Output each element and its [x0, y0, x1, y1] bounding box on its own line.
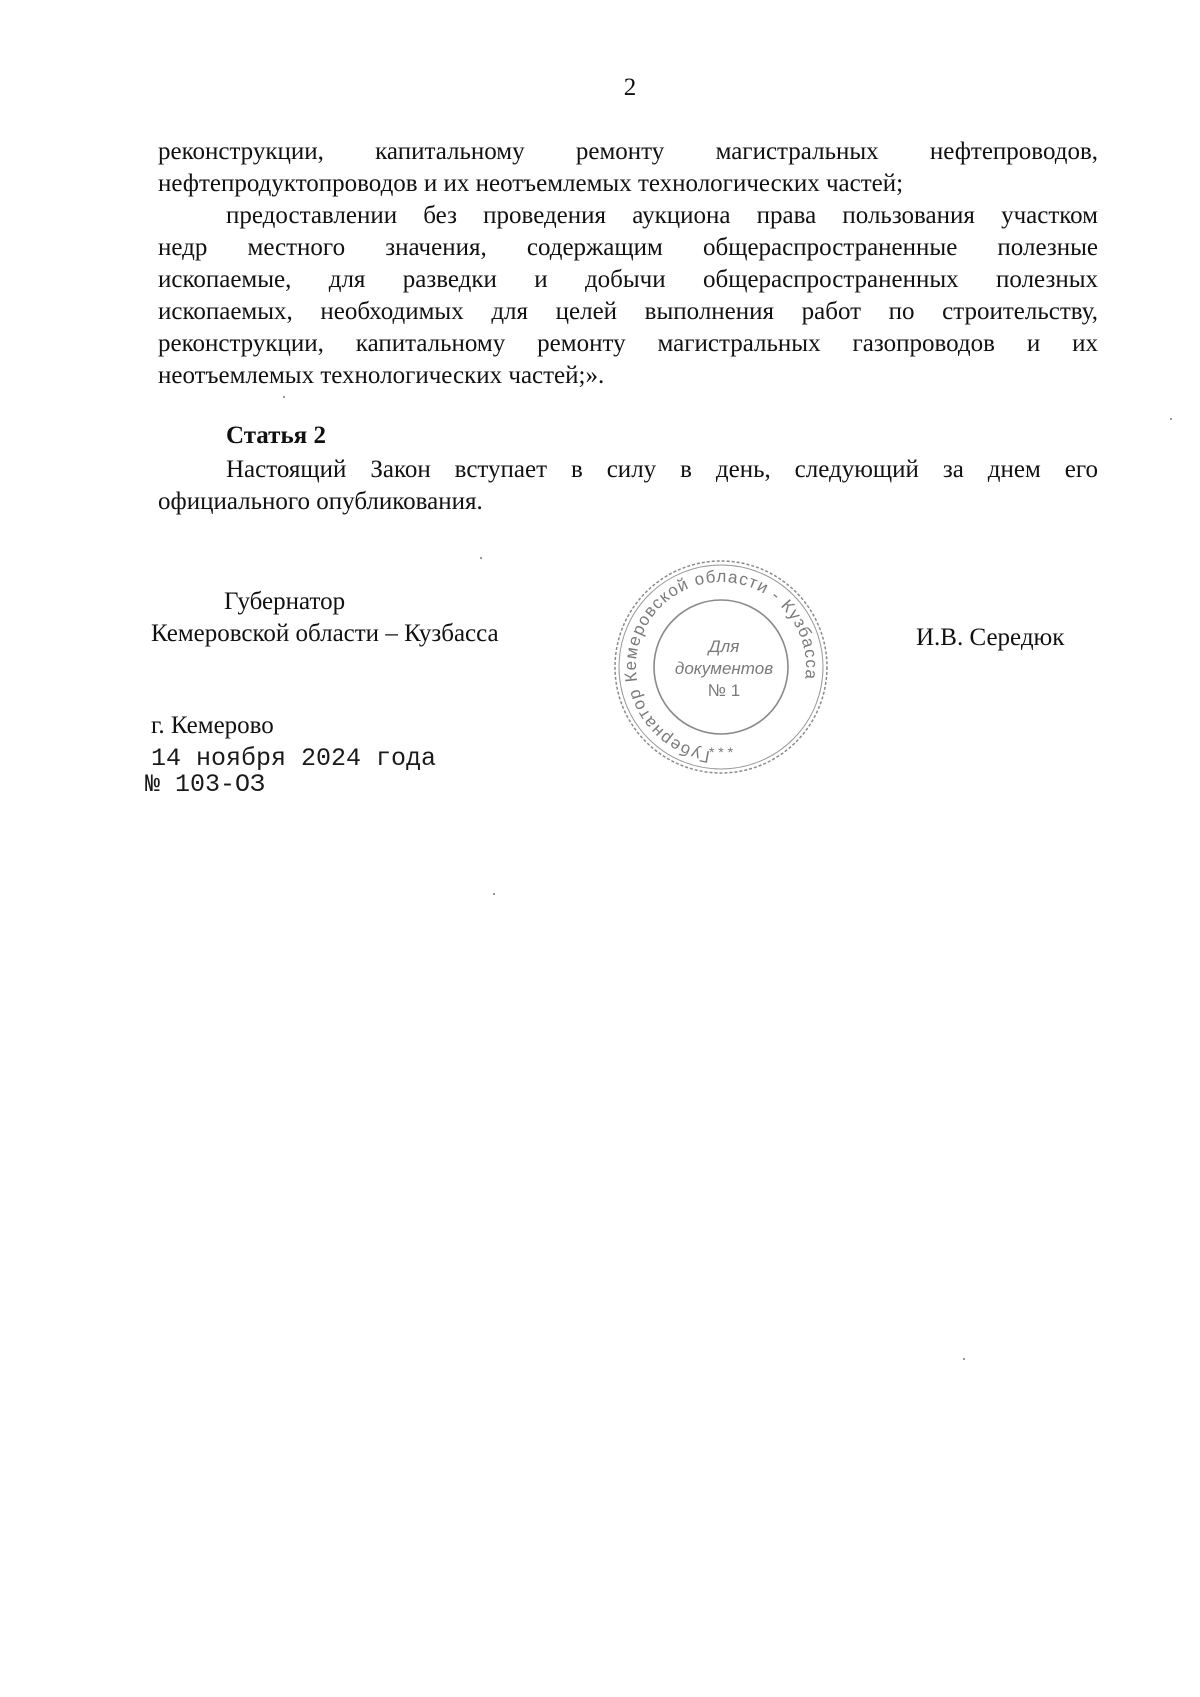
paragraph-2-line-6: неотъемлемых технологических частей;».: [158, 362, 605, 389]
scan-speck: [480, 557, 482, 559]
law-number: № 103-ОЗ: [145, 770, 266, 799]
paragraph-2-line-2: недр местного значения, содержащим общераспространенные полезные: [158, 234, 1098, 261]
paragraph-2: [158, 200, 1098, 360]
paragraph-2-end: [158, 360, 1098, 392]
seal-stars: * * *: [708, 744, 734, 760]
signatory-position-line-1: Губернатор: [224, 588, 346, 615]
paragraph-1-cont: [158, 168, 1098, 200]
article-2-line-1: Настоящий Закон вступает в силу в день, следующий за днем его: [226, 456, 1098, 483]
seal-ring-text: Губернатор Кемеровской области - Кузбасса: [620, 566, 822, 767]
scan-speck: [283, 396, 285, 398]
signatory-position-line-2: Кемеровской области – Кузбасса: [151, 620, 499, 647]
article-2-text-end: [158, 486, 1098, 518]
adoption-date: 14 ноября 2024 года: [151, 744, 437, 773]
seal-center-line-1: Для: [708, 637, 740, 656]
seal-center-line-2: документов: [674, 659, 774, 678]
paragraph-1-line-1: реконструкции, капитальному ремонту магистральных нефтепроводов,: [158, 138, 1098, 165]
paragraph-2-line-1: предоставлении без проведения аукциона права пользования участком: [226, 202, 1098, 229]
place-city: г. Кемерово: [151, 712, 274, 739]
paragraph-1-line-2: нефтепродуктопроводов и их неотъемлемых технологических частей;: [158, 170, 904, 197]
paragraph-2-line-3: ископаемые, для разведки и добычи общераспространенных полезных: [158, 266, 1098, 293]
seal-center-line-3: № 1: [707, 681, 741, 700]
paragraph-2-line-5: реконструкции, капитальному ремонту магистральных газопроводов и их: [158, 330, 1098, 357]
official-seal: [612, 558, 830, 776]
page-number: 2: [623, 74, 637, 101]
article-2-title: Статья 2: [226, 422, 326, 449]
scan-speck: [493, 893, 495, 895]
signatory-name: И.В. Середюк: [916, 624, 1065, 651]
scan-speck: [963, 1358, 965, 1360]
paragraph-1: [158, 136, 1098, 168]
article-2-text: [158, 454, 1098, 486]
scan-speck: [1170, 418, 1172, 420]
article-2-line-2: официального опубликования.: [158, 488, 483, 515]
paragraph-2-line-4: ископаемых, необходимых для целей выполнения работ по строительству,: [158, 298, 1098, 325]
